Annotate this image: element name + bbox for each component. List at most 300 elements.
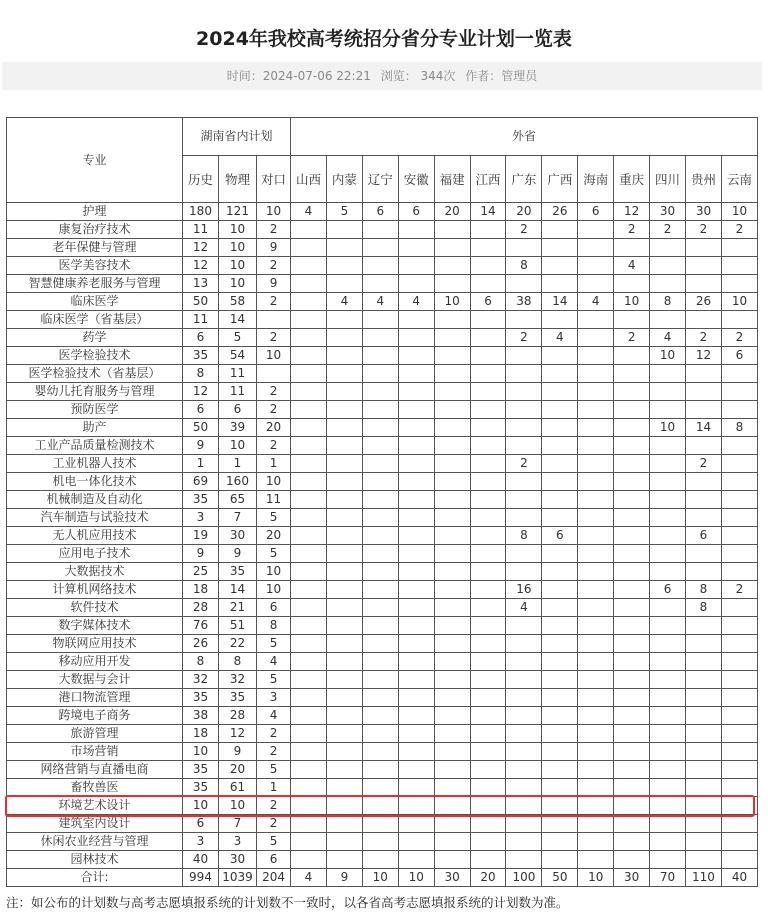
plan-count-cell	[434, 545, 470, 563]
table-row	[7, 383, 758, 401]
plan-count-cell	[506, 365, 542, 383]
plan-count-cell	[470, 743, 506, 761]
plan-count-cell	[578, 419, 614, 437]
plan-count-cell	[650, 473, 686, 491]
plan-count-cell	[506, 725, 542, 743]
plan-count-cell	[686, 383, 722, 401]
plan-count-cell	[542, 779, 578, 797]
plan-count-cell	[326, 419, 362, 437]
plan-count-cell	[686, 635, 722, 653]
plan-count-cell	[470, 401, 506, 419]
plan-count-cell	[398, 617, 434, 635]
plan-count-cell	[362, 401, 398, 419]
header-col-province-2: 辽宁	[362, 156, 398, 203]
plan-count-cell	[398, 527, 434, 545]
plan-count-cell	[506, 509, 542, 527]
plan-count-cell: 10	[398, 869, 434, 887]
plan-count-cell: 14	[542, 293, 578, 311]
plan-count-cell	[578, 437, 614, 455]
plan-count-cell	[326, 527, 362, 545]
plan-count-cell: 5	[257, 509, 291, 527]
plan-count-cell: 11	[257, 491, 291, 509]
plan-count-cell	[614, 689, 650, 707]
major-name: 医学检验技术（省基层）	[7, 365, 183, 383]
plan-count-cell	[291, 707, 327, 725]
plan-count-cell	[614, 563, 650, 581]
plan-count-cell: 8	[257, 617, 291, 635]
plan-count-cell: 1	[183, 455, 219, 473]
plan-count-cell	[362, 743, 398, 761]
plan-count-cell: 8	[686, 599, 722, 617]
plan-count-cell: 2	[614, 329, 650, 347]
plan-count-cell: 204	[257, 869, 291, 887]
plan-count-cell	[578, 725, 614, 743]
plan-count-cell	[326, 257, 362, 275]
plan-count-cell	[578, 581, 614, 599]
plan-count-cell	[398, 311, 434, 329]
plan-count-cell	[506, 779, 542, 797]
plan-count-cell	[686, 689, 722, 707]
plan-count-cell	[578, 833, 614, 851]
plan-count-cell	[470, 653, 506, 671]
table-row	[7, 239, 758, 257]
major-name: 环境艺术设计	[7, 797, 183, 815]
plan-count-cell	[291, 491, 327, 509]
plan-count-cell	[614, 473, 650, 491]
table-row	[7, 797, 758, 815]
plan-count-cell: 10	[362, 869, 398, 887]
table-row	[7, 761, 758, 779]
plan-count-cell	[398, 365, 434, 383]
plan-count-cell	[506, 743, 542, 761]
plan-count-cell: 3	[183, 833, 219, 851]
plan-count-cell: 4	[291, 203, 327, 221]
plan-count-cell	[398, 797, 434, 815]
plan-count-cell	[721, 779, 757, 797]
plan-count-cell	[362, 797, 398, 815]
plan-count-cell	[578, 347, 614, 365]
header-other-provinces: 外省	[291, 118, 758, 156]
plan-count-cell	[650, 455, 686, 473]
plan-count-cell: 4	[506, 599, 542, 617]
plan-count-cell	[578, 527, 614, 545]
plan-count-cell	[434, 671, 470, 689]
plan-count-cell	[506, 401, 542, 419]
plan-count-cell	[291, 779, 327, 797]
plan-count-cell	[578, 455, 614, 473]
plan-count-cell	[686, 473, 722, 491]
major-name: 医学美容技术	[7, 257, 183, 275]
plan-count-cell	[362, 221, 398, 239]
plan-count-cell	[686, 833, 722, 851]
plan-count-cell	[362, 347, 398, 365]
plan-count-cell: 12	[183, 383, 219, 401]
author: 作者：管理员	[465, 69, 538, 83]
table-row	[7, 491, 758, 509]
plan-count-cell	[614, 617, 650, 635]
plan-count-cell	[434, 743, 470, 761]
plan-count-cell	[398, 707, 434, 725]
plan-count-cell	[542, 635, 578, 653]
plan-count-cell	[470, 815, 506, 833]
plan-count-cell: 10	[219, 221, 257, 239]
plan-count-cell	[614, 581, 650, 599]
plan-count-cell	[362, 563, 398, 581]
plan-count-cell	[470, 707, 506, 725]
header-col-hunan-2: 对口	[257, 156, 291, 203]
table-row	[7, 275, 758, 293]
plan-count-cell: 51	[219, 617, 257, 635]
plan-count-cell	[542, 491, 578, 509]
plan-count-cell	[578, 257, 614, 275]
major-name: 大数据技术	[7, 563, 183, 581]
plan-count-cell	[398, 347, 434, 365]
plan-count-cell	[686, 815, 722, 833]
header-col-province-4: 福建	[434, 156, 470, 203]
plan-count-cell	[542, 599, 578, 617]
plan-count-cell	[291, 329, 327, 347]
plan-count-cell	[362, 383, 398, 401]
table-row	[7, 293, 758, 311]
table-row	[7, 203, 758, 221]
plan-count-cell	[686, 617, 722, 635]
plan-count-cell: 3	[257, 689, 291, 707]
plan-count-cell	[398, 689, 434, 707]
plan-count-cell: 8	[506, 527, 542, 545]
plan-count-cell: 2	[257, 257, 291, 275]
plan-count-cell: 994	[183, 869, 219, 887]
plan-count-cell: 5	[257, 545, 291, 563]
plan-count-cell	[398, 401, 434, 419]
plan-count-cell	[721, 275, 757, 293]
plan-count-cell	[434, 599, 470, 617]
plan-count-cell: 54	[219, 347, 257, 365]
plan-count-cell	[506, 761, 542, 779]
header-col-hunan-0: 历史	[183, 156, 219, 203]
major-name: 港口物流管理	[7, 689, 183, 707]
major-name: 合计:	[7, 869, 183, 887]
plan-count-cell	[614, 851, 650, 869]
plan-count-cell	[362, 815, 398, 833]
plan-count-cell: 8	[183, 653, 219, 671]
major-name: 计算机网络技术	[7, 581, 183, 599]
plan-count-cell	[434, 851, 470, 869]
plan-count-cell	[470, 581, 506, 599]
plan-count-cell	[578, 743, 614, 761]
plan-count-cell	[721, 365, 757, 383]
plan-count-cell	[434, 653, 470, 671]
table-row	[7, 329, 758, 347]
plan-count-cell: 38	[183, 707, 219, 725]
major-name: 药学	[7, 329, 183, 347]
plan-count-cell	[721, 491, 757, 509]
plan-count-cell	[398, 473, 434, 491]
header-col-province-12: 云南	[721, 156, 757, 203]
plan-count-cell	[362, 437, 398, 455]
plan-count-cell	[470, 797, 506, 815]
plan-count-cell	[434, 815, 470, 833]
plan-count-cell	[470, 383, 506, 401]
plan-count-cell: 6	[686, 527, 722, 545]
plan-count-cell: 2	[257, 293, 291, 311]
plan-count-cell: 5	[257, 635, 291, 653]
plan-count-cell: 18	[183, 725, 219, 743]
plan-count-cell	[291, 347, 327, 365]
major-name: 机电一体化技术	[7, 473, 183, 491]
plan-count-cell	[362, 257, 398, 275]
plan-count-cell: 6	[257, 851, 291, 869]
plan-count-cell: 2	[506, 455, 542, 473]
plan-count-cell	[721, 311, 757, 329]
plan-count-cell	[434, 221, 470, 239]
plan-count-cell: 35	[183, 347, 219, 365]
plan-count-cell: 38	[506, 293, 542, 311]
plan-count-cell	[434, 833, 470, 851]
plan-count-cell	[398, 563, 434, 581]
plan-count-cell	[326, 725, 362, 743]
plan-count-cell	[470, 419, 506, 437]
plan-count-cell	[506, 545, 542, 563]
plan-count-cell	[614, 437, 650, 455]
plan-count-cell	[362, 671, 398, 689]
major-name: 网络营销与直播电商	[7, 761, 183, 779]
plan-count-cell: 58	[219, 293, 257, 311]
plan-count-cell: 9	[219, 743, 257, 761]
plan-count-cell	[326, 329, 362, 347]
plan-count-cell	[291, 257, 327, 275]
plan-count-cell: 3	[219, 833, 257, 851]
plan-count-cell	[614, 347, 650, 365]
header-row-groups	[7, 118, 758, 156]
plan-count-cell	[614, 311, 650, 329]
plan-count-cell	[398, 743, 434, 761]
plan-count-cell: 8	[650, 293, 686, 311]
plan-count-cell: 10	[257, 563, 291, 581]
plan-count-cell	[398, 221, 434, 239]
plan-count-cell: 16	[506, 581, 542, 599]
plan-count-cell	[362, 473, 398, 491]
plan-count-cell	[291, 419, 327, 437]
plan-count-cell	[542, 689, 578, 707]
plan-count-cell: 40	[721, 869, 757, 887]
major-name: 跨境电子商务	[7, 707, 183, 725]
plan-count-cell	[614, 527, 650, 545]
plan-count-cell	[614, 725, 650, 743]
plan-count-cell: 2	[257, 437, 291, 455]
plan-count-cell	[291, 851, 327, 869]
plan-count-cell: 70	[650, 869, 686, 887]
plan-count-cell: 14	[219, 311, 257, 329]
plan-count-cell	[542, 743, 578, 761]
plan-count-cell	[398, 275, 434, 293]
table-row	[7, 617, 758, 635]
plan-count-cell	[650, 491, 686, 509]
plan-count-cell	[398, 257, 434, 275]
plan-count-cell	[721, 707, 757, 725]
plan-count-cell: 22	[219, 635, 257, 653]
plan-count-cell	[398, 599, 434, 617]
plan-count-cell: 8	[506, 257, 542, 275]
plan-count-cell: 19	[183, 527, 219, 545]
plan-count-cell: 9	[326, 869, 362, 887]
plan-count-cell: 6	[183, 329, 219, 347]
plan-count-cell	[614, 275, 650, 293]
plan-count-cell: 7	[219, 815, 257, 833]
plan-count-cell	[578, 599, 614, 617]
plan-count-cell	[434, 761, 470, 779]
plan-count-cell: 2	[257, 815, 291, 833]
plan-count-cell	[614, 761, 650, 779]
plan-count-cell	[650, 815, 686, 833]
plan-count-cell: 12	[614, 203, 650, 221]
plan-count-cell: 12	[686, 347, 722, 365]
footnote: 注：如公布的计划数与高考志愿填报系统的计划数不一致时，以各省高考志愿填报系统的计划数为准。	[6, 895, 569, 910]
plan-count-cell	[614, 797, 650, 815]
plan-count-cell	[542, 221, 578, 239]
plan-count-cell: 10	[219, 797, 257, 815]
plan-count-cell: 10	[257, 203, 291, 221]
plan-count-cell: 8	[219, 653, 257, 671]
plan-count-cell	[578, 329, 614, 347]
plan-count-cell	[362, 617, 398, 635]
plan-count-cell	[291, 509, 327, 527]
header-hunan-plan: 湖南省内计划	[183, 118, 291, 156]
plan-count-cell	[398, 491, 434, 509]
plan-count-cell	[721, 401, 757, 419]
table-row	[7, 563, 758, 581]
table-row	[7, 599, 758, 617]
plan-count-cell	[650, 365, 686, 383]
plan-count-cell	[291, 833, 327, 851]
plan-count-cell	[542, 653, 578, 671]
plan-count-cell	[542, 815, 578, 833]
plan-count-cell	[362, 527, 398, 545]
plan-count-cell	[398, 329, 434, 347]
plan-count-cell	[686, 239, 722, 257]
plan-count-cell	[721, 509, 757, 527]
plan-count-cell	[326, 491, 362, 509]
plan-count-cell: 10	[183, 797, 219, 815]
plan-count-cell: 20	[219, 761, 257, 779]
plan-count-cell	[506, 707, 542, 725]
plan-count-cell: 11	[183, 311, 219, 329]
plan-count-cell	[291, 239, 327, 257]
plan-count-cell	[362, 653, 398, 671]
plan-count-cell: 2	[257, 383, 291, 401]
plan-count-cell: 2	[686, 221, 722, 239]
plan-count-cell	[506, 635, 542, 653]
plan-count-cell	[257, 365, 291, 383]
plan-count-cell	[614, 239, 650, 257]
plan-count-cell: 9	[257, 275, 291, 293]
page-title: 2024年我校高考统招分省分专业计划一览表	[196, 28, 572, 50]
plan-count-cell	[362, 851, 398, 869]
plan-count-cell: 30	[219, 527, 257, 545]
plan-count-cell	[326, 761, 362, 779]
plan-count-cell: 1	[219, 455, 257, 473]
plan-count-cell: 35	[183, 491, 219, 509]
plan-count-cell: 6	[183, 815, 219, 833]
plan-count-cell	[542, 437, 578, 455]
plan-count-cell	[506, 473, 542, 491]
plan-count-cell	[291, 617, 327, 635]
plan-count-cell: 26	[686, 293, 722, 311]
table-row	[7, 257, 758, 275]
plan-count-cell	[470, 221, 506, 239]
major-name: 护理	[7, 203, 183, 221]
plan-count-cell: 8	[721, 419, 757, 437]
plan-count-cell	[578, 491, 614, 509]
plan-count-cell	[398, 239, 434, 257]
plan-count-cell	[650, 311, 686, 329]
plan-count-cell	[686, 725, 722, 743]
plan-count-cell	[721, 473, 757, 491]
plan-count-cell: 10	[578, 869, 614, 887]
plan-count-cell	[721, 833, 757, 851]
table-row	[7, 509, 758, 527]
plan-count-cell	[470, 725, 506, 743]
plan-count-cell	[434, 779, 470, 797]
plan-count-cell	[506, 653, 542, 671]
plan-count-cell	[650, 707, 686, 725]
plan-count-cell: 20	[257, 419, 291, 437]
header-col-province-10: 四川	[650, 156, 686, 203]
plan-count-cell	[362, 419, 398, 437]
plan-count-cell	[291, 653, 327, 671]
plan-count-cell: 35	[219, 563, 257, 581]
plan-count-cell: 35	[183, 689, 219, 707]
header-col-province-5: 江西	[470, 156, 506, 203]
header-col-hunan-1: 物理	[219, 156, 257, 203]
plan-count-cell	[650, 545, 686, 563]
plan-count-cell	[542, 311, 578, 329]
plan-count-cell: 26	[542, 203, 578, 221]
plan-count-cell: 2	[257, 725, 291, 743]
plan-count-cell	[326, 617, 362, 635]
table-row	[7, 473, 758, 491]
plan-count-cell: 6	[183, 401, 219, 419]
plan-count-cell	[470, 365, 506, 383]
table-row	[7, 347, 758, 365]
plan-count-cell	[362, 599, 398, 617]
plan-count-cell	[326, 347, 362, 365]
plan-count-cell: 25	[183, 563, 219, 581]
plan-count-cell	[326, 707, 362, 725]
plan-count-cell	[434, 509, 470, 527]
plan-count-cell: 35	[183, 779, 219, 797]
table-row	[7, 851, 758, 869]
plan-count-cell	[291, 563, 327, 581]
plan-count-cell	[650, 437, 686, 455]
plan-count-cell	[506, 851, 542, 869]
plan-count-cell	[434, 239, 470, 257]
plan-count-cell	[326, 563, 362, 581]
plan-count-cell	[686, 653, 722, 671]
plan-count-cell	[434, 797, 470, 815]
header-col-province-1: 内蒙	[326, 156, 362, 203]
plan-count-cell	[578, 689, 614, 707]
table-row	[7, 833, 758, 851]
plan-count-cell	[542, 851, 578, 869]
plan-count-cell: 2	[257, 329, 291, 347]
plan-count-cell	[434, 329, 470, 347]
plan-count-cell: 121	[219, 203, 257, 221]
plan-count-cell	[291, 689, 327, 707]
plan-count-cell: 10	[183, 743, 219, 761]
plan-count-cell	[506, 815, 542, 833]
plan-count-cell	[578, 563, 614, 581]
plan-count-cell	[578, 473, 614, 491]
